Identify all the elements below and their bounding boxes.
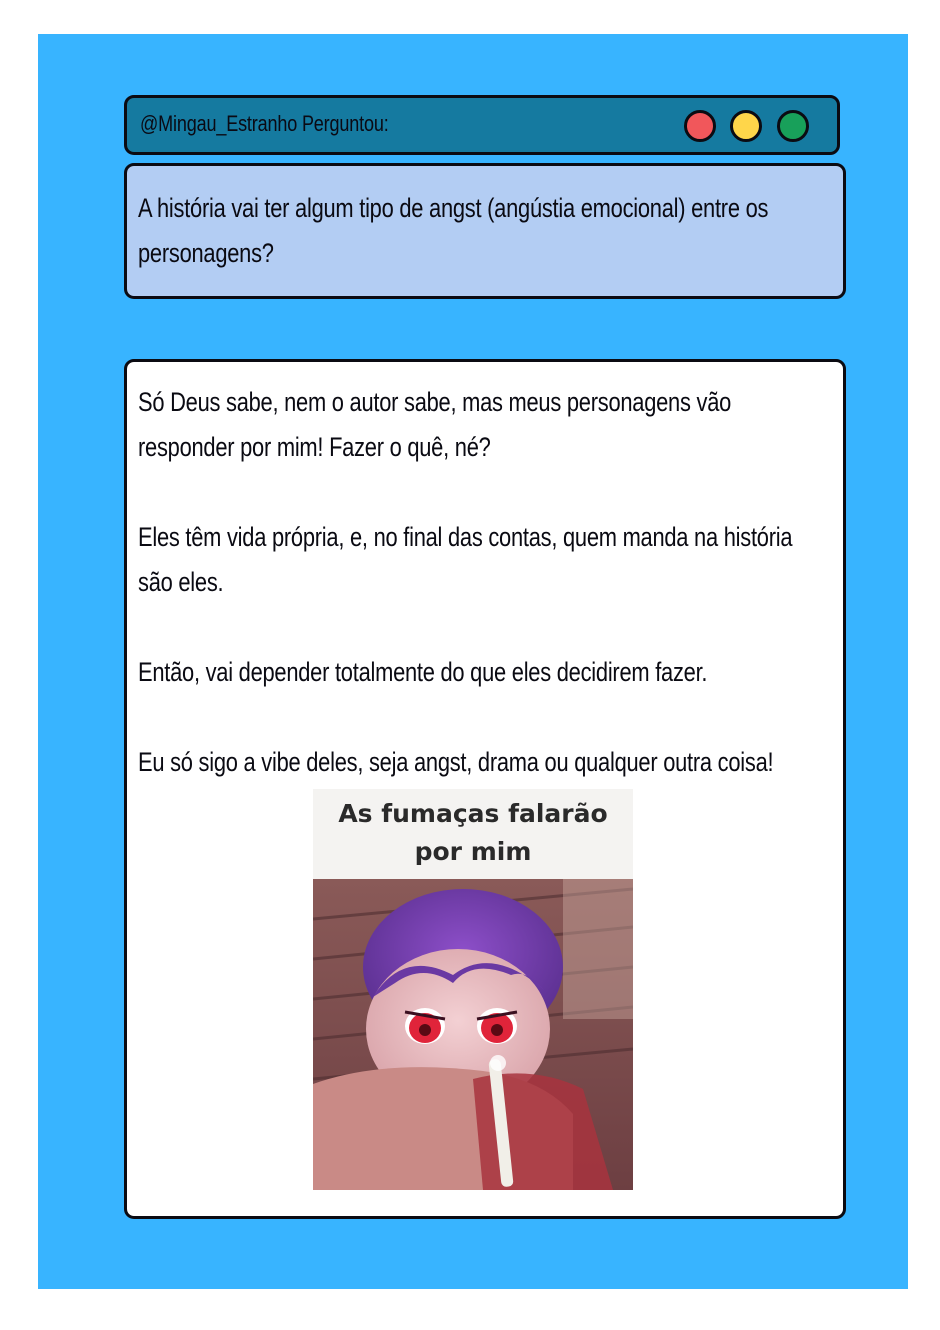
answer-paragraph: Só Deus sabe, nem o autor sabe, mas meus personagens vão responder por mim! Fazer o quê, né? — [138, 387, 732, 462]
red-circle-icon[interactable] — [684, 110, 716, 142]
meme-image — [313, 789, 633, 1190]
asker-title-bar — [124, 95, 840, 155]
green-circle-icon[interactable] — [777, 110, 809, 142]
yellow-circle-icon[interactable] — [730, 110, 762, 142]
meme-caption-line: por mim — [414, 837, 532, 866]
asker-handle: @Mingau_Estranho Perguntou: — [140, 111, 389, 136]
answer-text — [138, 380, 810, 830]
question-box — [124, 163, 846, 299]
meme-caption — [313, 795, 633, 871]
answer-paragraph: Eu só sigo a vibe deles, seja angst, drama ou qualquer outra coisa! — [138, 747, 774, 777]
meme-caption-line: As fumaças falarão — [338, 799, 608, 828]
answer-paragraph: Eles têm vida própria, e, no final das contas, quem manda na história são eles. — [138, 522, 793, 597]
plush-doll-photo — [313, 879, 633, 1190]
question-text: A história vai ter algum tipo de angst (angústia emocional) entre os personagens? — [138, 193, 769, 268]
answer-paragraph: Então, vai depender totalmente do que eles decidirem fazer. — [138, 657, 708, 687]
